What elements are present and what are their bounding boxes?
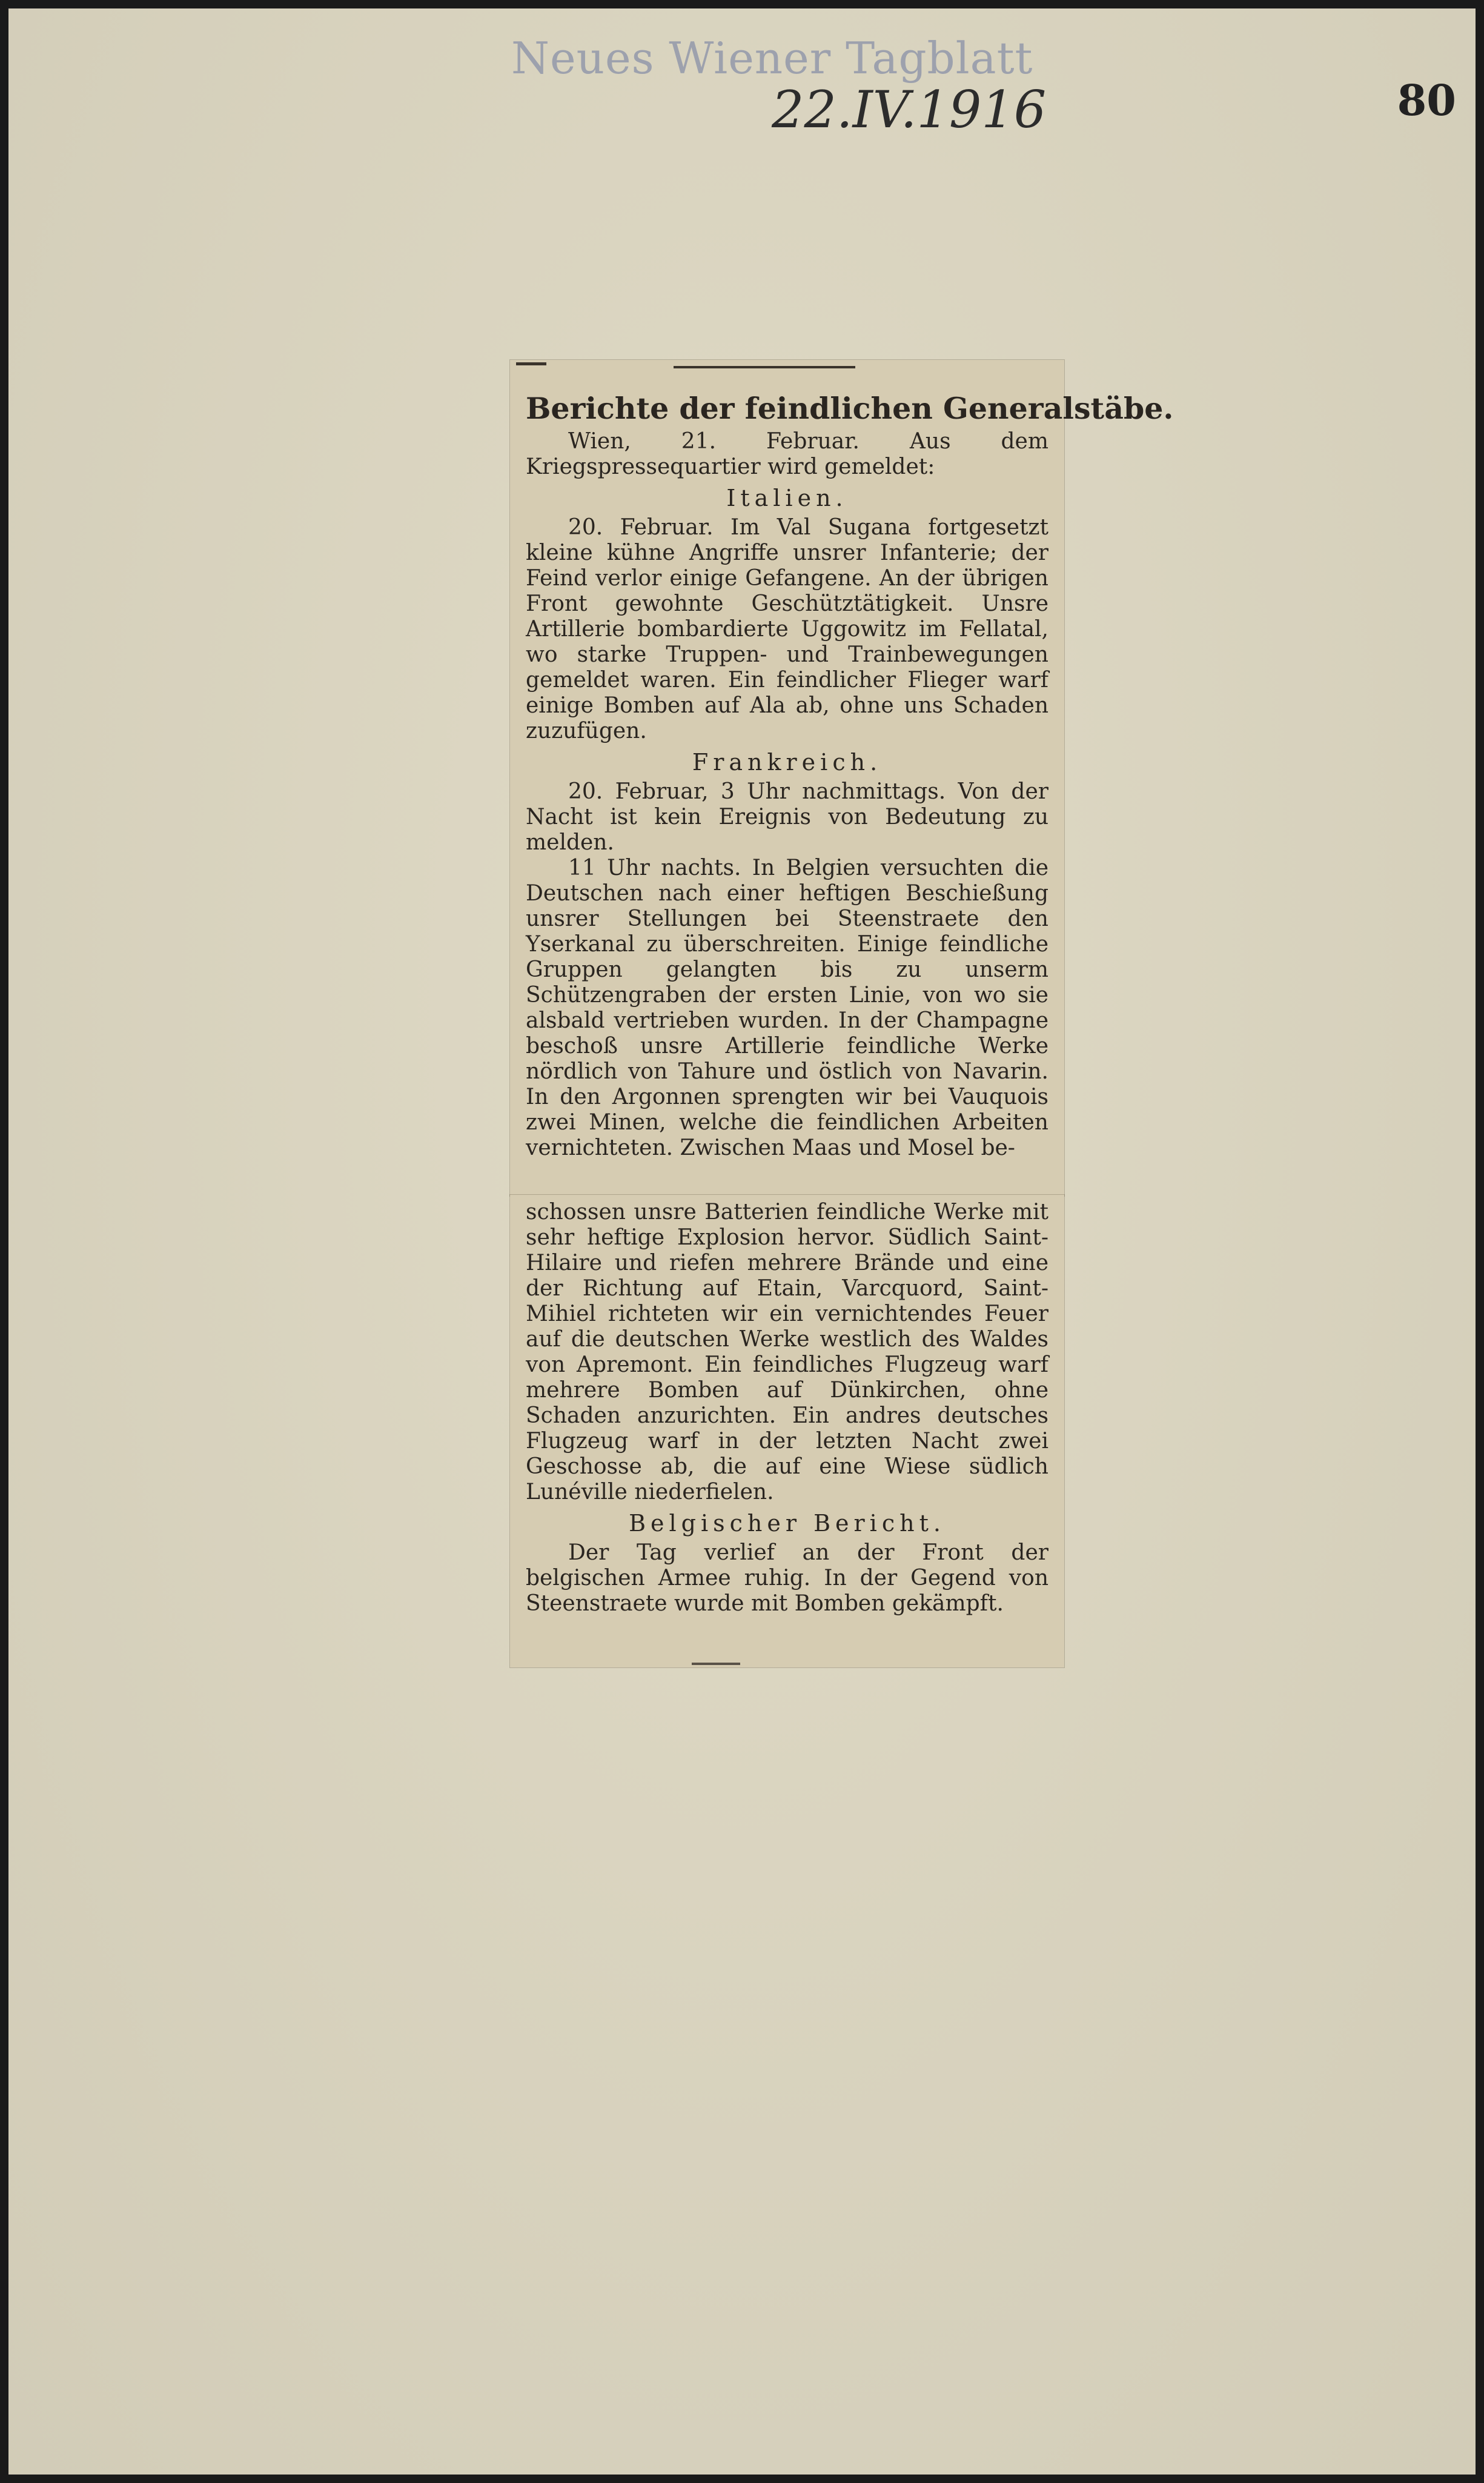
article-dateline: Wien, 21. Februar. Aus dem Kriegspressequartier wird gemeldet:	[526, 429, 1048, 479]
page-number: 80	[1397, 75, 1456, 125]
newspaper-clipping-bottom	[510, 1195, 1064, 1667]
section-heading-france: Frankreich.	[692, 749, 883, 776]
paragraph: 11 Uhr nachts. In Belgien versuchten die Deutschen nach einer heftigen Beschießung unsrer Stellungen bei Steenstraete den Yserkanal zu überschreiten. Einige feindliche Gruppen gelangten bis zu unserm Schützengraben der ersten Linie, von wo sie alsbald vertrieben wurden. In der Champagne beschoß unsre Artillerie feindliche Werke nördlich von Tahure und östlich von Navarin. In den Argonnen sprengten wir bei Vauquois zwei Minen, welche die feindlichen Arbeiten vernichteten. Zwischen Maas und Mosel be-	[526, 856, 1048, 1160]
section-heading-italy: Italien.	[726, 485, 848, 511]
paragraph-continuation: schossen unsre Batterien feindliche Werke mit sehr heftige Explosion hervor. Südlich Saint-Hilaire und riefen mehrere Brände und eine der Richtung auf Etain, Varcquord, Saint-Mihiel richteten wir ein vernichtendes Feuer auf die deutschen Werke westlich des Waldes von Apremont. Ein feindliches Flugzeug warf mehrere Bomben auf Dünkirchen, ohne Schaden anzurichten. Ein andres deutsches Flugzeug warf in der letzten Nacht zwei Geschosse ab, die auf eine Wiese südlich Lunéville niederfielen.	[526, 1200, 1048, 1504]
archive-sheet	[8, 8, 1476, 2475]
divider	[516, 362, 546, 365]
divider	[692, 1663, 740, 1665]
article-headline: Berichte der feindlichen Generalstäbe.	[526, 391, 1174, 426]
divider	[674, 366, 855, 368]
newspaper-stamp: Neues Wiener Tagblatt	[511, 33, 1033, 84]
paragraph: 20. Februar. Im Val Sugana fortgesetzt kleine kühne Angriffe unsrer Infanterie; der Feind verlor einige Gefangene. An der übrigen Front gewohnte Geschütztätigkeit. Unsre Artillerie bombardierte Uggowitz im Fellatal, wo starke Truppen- und Trainbewegungen gemeldet waren. Ein feindlicher Flieger warf einige Bomben auf Ala ab, ohne uns Schaden zuzufügen.	[526, 515, 1048, 743]
paragraph: 20. Februar, 3 Uhr nachmittags. Von der Nacht ist kein Ereignis von Bedeutung zu melden.	[526, 779, 1048, 855]
handwritten-date: 22.IV.1916	[772, 80, 1047, 139]
section-heading-belgium: Belgischer Bericht.	[629, 1510, 946, 1537]
newspaper-clipping-top	[510, 360, 1174, 1196]
paragraph: Der Tag verlief an der Front der belgischen Armee ruhig. In der Gegend von Steenstraete wurde mit Bomben gekämpft.	[526, 1540, 1048, 1616]
